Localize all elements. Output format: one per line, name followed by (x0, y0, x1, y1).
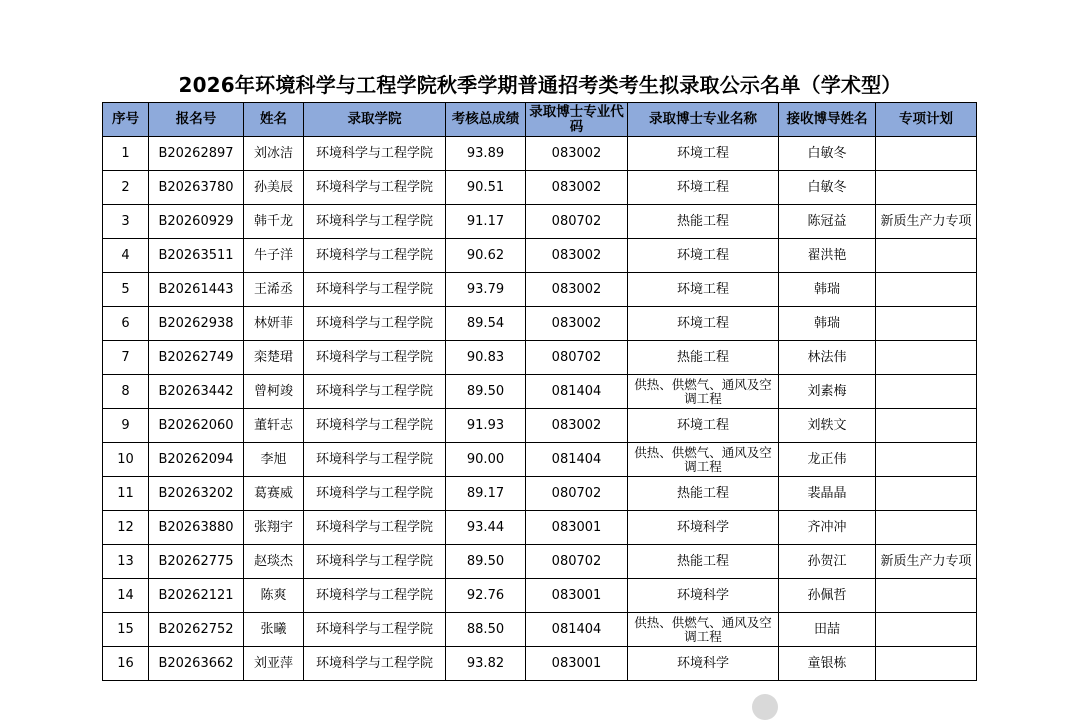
cell-name: 张翔宇 (244, 511, 304, 545)
table-row (103, 579, 977, 613)
table-row (103, 613, 977, 647)
cell-special-plan (876, 375, 977, 409)
table-header-row (103, 103, 977, 137)
cell-special-plan (876, 171, 977, 205)
cell-major-code: 080702 (526, 477, 628, 511)
cell-score: 89.50 (446, 375, 526, 409)
cell-special-plan (876, 647, 977, 681)
cell-major-name: 环境工程 (628, 307, 779, 341)
cell-supervisor: 白敏冬 (779, 137, 876, 171)
cell-reg-no: B20263780 (149, 171, 244, 205)
cell-major-name: 热能工程 (628, 545, 779, 579)
cell-special-plan (876, 341, 977, 375)
header-special-plan: 专项计划 (876, 103, 977, 137)
cell-name: 孙美辰 (244, 171, 304, 205)
table-row (103, 409, 977, 443)
cell-score: 89.54 (446, 307, 526, 341)
cell-seq: 10 (103, 443, 149, 477)
table-row (103, 273, 977, 307)
cell-score: 90.51 (446, 171, 526, 205)
cell-special-plan (876, 239, 977, 273)
cell-score: 89.50 (446, 545, 526, 579)
cell-special-plan (876, 273, 977, 307)
cell-major-name: 环境工程 (628, 273, 779, 307)
header-major-code: 录取博士专业代码 (526, 103, 628, 137)
cell-major-code: 080702 (526, 545, 628, 579)
cell-seq: 8 (103, 375, 149, 409)
cell-major-code: 080702 (526, 341, 628, 375)
cell-major-name: 环境科学 (628, 647, 779, 681)
cell-name: 王浠丞 (244, 273, 304, 307)
cell-college: 环境科学与工程学院 (304, 409, 446, 443)
cell-name: 曾柯竣 (244, 375, 304, 409)
cell-major-name: 热能工程 (628, 341, 779, 375)
cell-major-code: 080702 (526, 205, 628, 239)
cell-college: 环境科学与工程学院 (304, 647, 446, 681)
table-row (103, 375, 977, 409)
cell-name: 牛子洋 (244, 239, 304, 273)
cell-seq: 1 (103, 137, 149, 171)
cell-name: 林妍菲 (244, 307, 304, 341)
cell-major-code: 081404 (526, 443, 628, 477)
cell-reg-no: B20262938 (149, 307, 244, 341)
cell-major-name: 供热、供燃气、通风及空调工程 (628, 613, 779, 647)
cell-reg-no: B20261443 (149, 273, 244, 307)
cell-name: 张曦 (244, 613, 304, 647)
cell-name: 刘冰洁 (244, 137, 304, 171)
cell-special-plan (876, 137, 977, 171)
cell-score: 93.79 (446, 273, 526, 307)
cell-seq: 15 (103, 613, 149, 647)
cell-college: 环境科学与工程学院 (304, 477, 446, 511)
cell-seq: 3 (103, 205, 149, 239)
table-row (103, 171, 977, 205)
header-college: 录取学院 (304, 103, 446, 137)
cell-name: 陈爽 (244, 579, 304, 613)
cell-major-code: 083001 (526, 579, 628, 613)
cell-seq: 16 (103, 647, 149, 681)
cell-score: 93.89 (446, 137, 526, 171)
cell-supervisor: 白敏冬 (779, 171, 876, 205)
cell-reg-no: B20263880 (149, 511, 244, 545)
cell-major-code: 083002 (526, 273, 628, 307)
cell-reg-no: B20262752 (149, 613, 244, 647)
cell-college: 环境科学与工程学院 (304, 273, 446, 307)
cell-college: 环境科学与工程学院 (304, 137, 446, 171)
cell-name: 韩千龙 (244, 205, 304, 239)
header-name: 姓名 (244, 103, 304, 137)
cell-major-name: 环境工程 (628, 409, 779, 443)
cell-supervisor: 孙贺江 (779, 545, 876, 579)
cell-major-code: 083001 (526, 647, 628, 681)
cell-supervisor: 龙正伟 (779, 443, 876, 477)
table-body (103, 137, 977, 681)
cell-major-name: 供热、供燃气、通风及空调工程 (628, 443, 779, 477)
cell-college: 环境科学与工程学院 (304, 579, 446, 613)
cell-reg-no: B20262121 (149, 579, 244, 613)
cell-seq: 4 (103, 239, 149, 273)
table-row (103, 137, 977, 171)
cell-score: 92.76 (446, 579, 526, 613)
table-row (103, 307, 977, 341)
cell-reg-no: B20262897 (149, 137, 244, 171)
cell-seq: 2 (103, 171, 149, 205)
table-row (103, 341, 977, 375)
cell-reg-no: B20262060 (149, 409, 244, 443)
cell-college: 环境科学与工程学院 (304, 239, 446, 273)
cell-score: 91.17 (446, 205, 526, 239)
cell-score: 93.82 (446, 647, 526, 681)
document-title: 2026年环境科学与工程学院秋季学期普通招考类考生拟录取公示名单（学术型） (178, 73, 902, 97)
cell-supervisor: 童银栋 (779, 647, 876, 681)
cell-score: 88.50 (446, 613, 526, 647)
cell-major-code: 083002 (526, 239, 628, 273)
cell-supervisor: 裴晶晶 (779, 477, 876, 511)
cell-name: 栾楚珺 (244, 341, 304, 375)
cell-seq: 5 (103, 273, 149, 307)
cell-supervisor: 齐冲冲 (779, 511, 876, 545)
cell-supervisor: 刘素梅 (779, 375, 876, 409)
cell-reg-no: B20263662 (149, 647, 244, 681)
cell-seq: 9 (103, 409, 149, 443)
cell-college: 环境科学与工程学院 (304, 307, 446, 341)
cell-seq: 7 (103, 341, 149, 375)
cell-reg-no: B20260929 (149, 205, 244, 239)
cell-score: 91.93 (446, 409, 526, 443)
cell-special-plan: 新质生产力专项 (876, 545, 977, 579)
cell-seq: 12 (103, 511, 149, 545)
scroll-indicator[interactable] (752, 694, 778, 720)
cell-college: 环境科学与工程学院 (304, 171, 446, 205)
table-row (103, 443, 977, 477)
cell-seq: 11 (103, 477, 149, 511)
cell-reg-no: B20263442 (149, 375, 244, 409)
cell-major-code: 081404 (526, 375, 628, 409)
cell-special-plan: 新质生产力专项 (876, 205, 977, 239)
cell-name: 刘亚萍 (244, 647, 304, 681)
cell-reg-no: B20262094 (149, 443, 244, 477)
cell-special-plan (876, 409, 977, 443)
cell-major-name: 环境科学 (628, 579, 779, 613)
cell-supervisor: 翟洪艳 (779, 239, 876, 273)
cell-special-plan (876, 477, 977, 511)
cell-major-name: 环境科学 (628, 511, 779, 545)
cell-major-name: 环境工程 (628, 171, 779, 205)
cell-seq: 13 (103, 545, 149, 579)
header-score: 考核总成绩 (446, 103, 526, 137)
cell-supervisor: 孙佩哲 (779, 579, 876, 613)
header-seq: 序号 (103, 103, 149, 137)
cell-supervisor: 韩瑞 (779, 273, 876, 307)
cell-name: 葛赛威 (244, 477, 304, 511)
header-supervisor: 接收博导姓名 (779, 103, 876, 137)
cell-major-code: 083001 (526, 511, 628, 545)
table-row (103, 545, 977, 579)
header-major-name: 录取博士专业名称 (628, 103, 779, 137)
cell-major-name: 热能工程 (628, 477, 779, 511)
cell-special-plan (876, 511, 977, 545)
cell-college: 环境科学与工程学院 (304, 613, 446, 647)
cell-special-plan (876, 579, 977, 613)
cell-seq: 14 (103, 579, 149, 613)
admission-table (102, 102, 977, 681)
cell-college: 环境科学与工程学院 (304, 375, 446, 409)
cell-special-plan (876, 307, 977, 341)
table-row (103, 511, 977, 545)
cell-major-name: 供热、供燃气、通风及空调工程 (628, 375, 779, 409)
cell-special-plan (876, 443, 977, 477)
cell-name: 赵琰杰 (244, 545, 304, 579)
table-row (103, 205, 977, 239)
cell-college: 环境科学与工程学院 (304, 511, 446, 545)
cell-college: 环境科学与工程学院 (304, 341, 446, 375)
cell-major-name: 环境工程 (628, 239, 779, 273)
cell-college: 环境科学与工程学院 (304, 205, 446, 239)
cell-major-name: 热能工程 (628, 205, 779, 239)
cell-reg-no: B20262775 (149, 545, 244, 579)
cell-name: 李旭 (244, 443, 304, 477)
cell-score: 89.17 (446, 477, 526, 511)
cell-major-code: 083002 (526, 171, 628, 205)
cell-reg-no: B20263511 (149, 239, 244, 273)
cell-college: 环境科学与工程学院 (304, 443, 446, 477)
cell-major-code: 083002 (526, 137, 628, 171)
cell-score: 90.83 (446, 341, 526, 375)
table-row (103, 647, 977, 681)
cell-supervisor: 刘轶文 (779, 409, 876, 443)
table-row (103, 239, 977, 273)
cell-supervisor: 陈冠益 (779, 205, 876, 239)
cell-score: 90.62 (446, 239, 526, 273)
cell-college: 环境科学与工程学院 (304, 545, 446, 579)
cell-score: 93.44 (446, 511, 526, 545)
cell-score: 90.00 (446, 443, 526, 477)
cell-major-code: 081404 (526, 613, 628, 647)
cell-supervisor: 林法伟 (779, 341, 876, 375)
header-reg-no: 报名号 (149, 103, 244, 137)
cell-supervisor: 田喆 (779, 613, 876, 647)
cell-seq: 6 (103, 307, 149, 341)
cell-reg-no: B20263202 (149, 477, 244, 511)
cell-special-plan (876, 613, 977, 647)
cell-major-code: 083002 (526, 409, 628, 443)
cell-supervisor: 韩瑞 (779, 307, 876, 341)
table-row (103, 477, 977, 511)
cell-reg-no: B20262749 (149, 341, 244, 375)
cell-name: 董轩志 (244, 409, 304, 443)
cell-major-code: 083002 (526, 307, 628, 341)
cell-major-name: 环境工程 (628, 137, 779, 171)
